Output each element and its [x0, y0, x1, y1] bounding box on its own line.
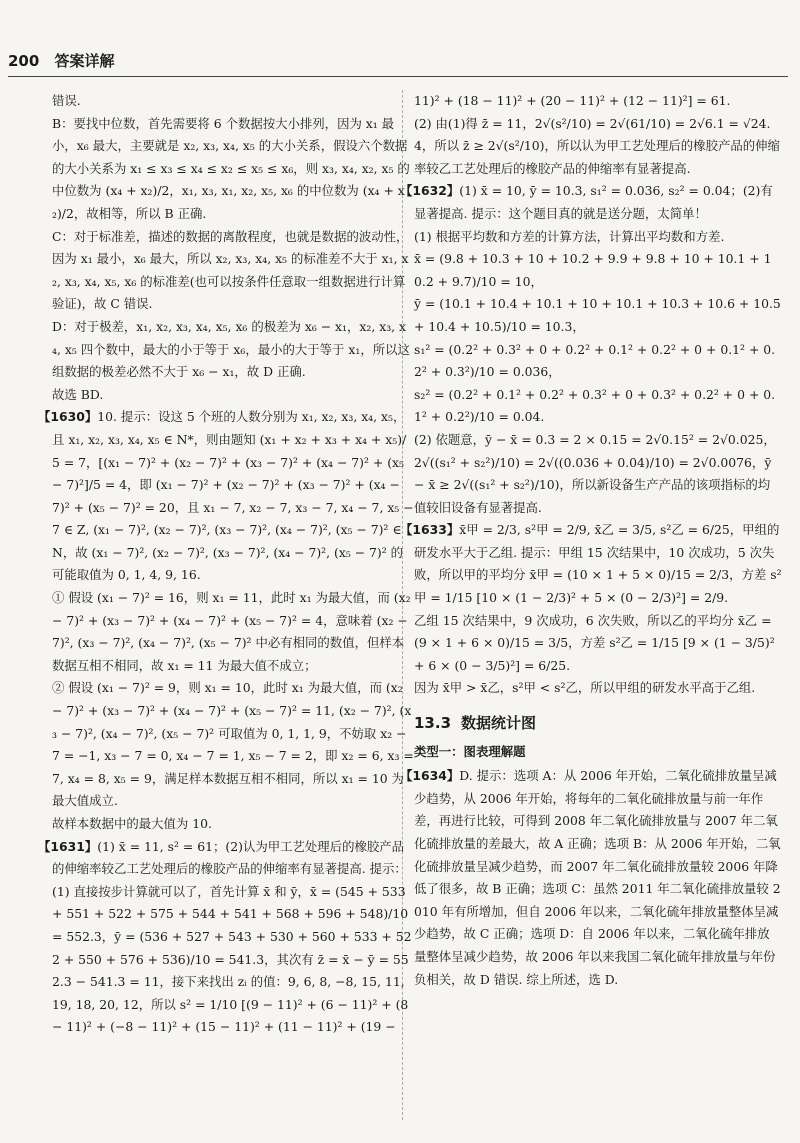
equation-mean-y: ȳ = (10.1 + 10.4 + 10.1 + 10 + 10.1 + 10.3 + 10.6 + 10.5 + 10.4 + 10.5)/10 = 10.3，	[414, 296, 781, 334]
answer-number-1633: 【1633】	[400, 522, 460, 538]
answer-1630-conclusion: 故样本数据中的最大值为 10.	[52, 816, 212, 831]
section-title: 数据统计图	[461, 714, 537, 733]
answer-text-1633: x̄甲 = 2/3, s²甲 = 2/9, x̄乙 = 3/5, s²乙 = 6/25，甲组的研发水平大于乙组. 提示：甲组 15 次结果中，10 次成功，5 次失败，所以甲的平均分 x̄甲 = (10 × 1 + 5 × 0)/15 = 2/3，方差 s²甲 = 1/15 [10 × (1 − 2/3)² + 5 × (0 − 2/3)²] = 2/9.	[414, 522, 782, 606]
question-type-label: 类型一：图表理解题	[414, 743, 526, 759]
answer-1630-case-1: ① 假设 (x₁ − 7)² = 16，则 x₁ = 11，此时 x₁ 为最大值，而 (x₂ − 7)² + (x₃ − 7)² + (x₄ − 7)² + (x₅ − 7)² = 4，意味着 (x₂ − 7)², (x₃ − 7)², (x₄ − 7)², (x₅ − 7)² 中必有相同的数值，但样本数据互相不相同，故 x₁ = 11 为最大值不成立；	[52, 590, 411, 673]
equation-variance-2: s₂² = (0.2² + 0.1² + 0.2² + 0.3² + 0 + 0.3² + 0.2² + 0 + 0.1² + 0.2²)/10 = 0.04.	[414, 386, 776, 425]
answer-1630	[38, 406, 414, 587]
section-heading	[414, 712, 782, 735]
answer-number-1630: 【1630】	[38, 409, 98, 425]
header-rule	[8, 76, 788, 77]
answer-1633	[400, 519, 782, 609]
answer-1633-part-3: 因为 x̄甲 > x̄乙，s²甲 < s²乙，所以甲组的研发水平高于乙组.	[414, 680, 756, 696]
equation-variance-1: s₁² = (0.2² + 0.3² + 0 + 0.2² + 0.1² + 0.2² + 0 + 0.1² + 0.2² + 0.3²)/10 = 0.036，	[414, 341, 776, 380]
answer-1632-step-2: (2) 依题意，ȳ − x̄ = 0.3 = 2 × 0.15 = 2√0.15² = 2√0.025，2√((s₁² + s₂²)/10) = 2√((0.036 + 0.04)/10) = 2√0.0076，ȳ − x̄ ≥ 2√((s₁² + s₂²)/10)，所以新设备生产产品的该项指标的均值较旧设备有显著提高.	[414, 431, 776, 515]
left-column	[38, 90, 414, 1039]
answer-text-1630: 10. 提示：设这 5 个班的人数分别为 x₁, x₂, x₃, x₄, x₅，且 x₁, x₂, x₃, x₄, x₅ ∈ N*，则由题知 (x₁ + x₂ + x₃ + x₄ + x₅)/5 = 7，[(x₁ − 7)² + (x₂ − 7)² + (x₃ − 7)² + (x₄ − 7)² + (x₅ − 7)²]/5 = 4，即 (x₁ − 7)² + (x₂ − 7)² + (x₃ − 7)² + (x₄ − 7)² + (x₅ − 7)² = 20，且 x₁ − 7, x₂ − 7, x₃ − 7, x₄ − 7, x₅ − 7 ∈ Z, (x₁ − 7)², (x₂ − 7)², (x₃ − 7)², (x₄ − 7)², (x₅ − 7)² ∈ N，故 (x₁ − 7)², (x₂ − 7)², (x₃ − 7)², (x₄ − 7)², (x₅ − 7)² 的可能取值为 0, 1, 4, 9, 16.	[52, 409, 414, 583]
answer-text-1634: D. 提示：选项 A：从 2006 年开始，二氧化硫排放量呈减少趋势，从 2006 年开始，将每年的二氧化硫排放量与前一年作差，再进行比较，可得到 2008 年二氧化硫排放量与 2007 年二氧化硫排放量的差最大，故 A 正确；选项 B：从 2006 年开始，二氧化硫排放量呈减少趋势，而 2007 年二氧化硫排放量较 2006 年降低了很多，故 B 正确；选项 C：虽然 2011 年二氧化硫排放量较 2010 年有所增加，但自 2006 年以来，二氧化硫年排放量整体呈减少趋势，故 C 正确；选项 D：自 2006 年以来，二氧化硫年排放量整体呈减少趋势，故 2006 年以来我国二氧化硫年排放量与年份负相关，故 D 错误. 综上所述，选 D.	[414, 768, 781, 987]
answer-1634	[400, 765, 782, 991]
answer-text-1631: (1) x̄ = 11, s² = 61；(2)认为甲工艺处理后的橡胶产品的伸缩率较乙工艺处理后的橡胶产品的伸缩率有显著提高. 提示：(1) 直接按步计算就可以了，首先计算 x̄ 和 ȳ，x̄ = (545 + 533 + 551 + 522 + 575 + 544 + 541 + 568 + 596 + 548)/10 = 552.3，ȳ = (536 + 527 + 543 + 530 + 560 + 533 + 522 + 550 + 576 + 536)/10 = 541.3，其次有 z̄ = x̄ − ȳ = 552.3 − 541.3 = 11，接下来找出 zᵢ 的值：9, 6, 8, −8, 15, 11, 19, 18, 20, 12，所以 s² = 1/10 [(9 − 11)² + (6 − 11)² + (8 − 11)² + (−8 − 11)² + (15 − 11)² + (11 − 11)² + (19 −	[52, 838, 412, 1035]
page-header	[8, 50, 788, 76]
answer-1631-part-2: (2) 由(1)得 z̄ = 11，2√(s²/10) = 2√(61/10) = 2√6.1 = √24.4，所以 z̄ ≥ 2√(s²/10)，所以认为甲工艺处理后的橡胶产品的伸缩率较乙工艺处理后的橡胶产品的伸缩率有显著提高.	[414, 115, 780, 176]
page-running-title: 答案详解	[54, 52, 115, 70]
answer-1633-part-2: 乙组 15 次结果中，9 次成功，6 次失败，所以乙的平均分 x̄乙 = (9 × 1 + 6 × 0)/15 = 3/5，方差 s²乙 = 1/15 [9 × (1 − 3/5)² + 6 × (0 − 3/5)²] = 6/25.	[414, 612, 775, 673]
answer-1630-case-2: ② 假设 (x₁ − 7)² = 9，则 x₁ = 10，此时 x₁ 为最大值，而 (x₂ − 7)² + (x₃ − 7)² + (x₄ − 7)² + (x₅ − 7)² = 11, (x₂ − 7)², (x₃ − 7)², (x₄ − 7)², (x₅ − 7)² 可取值为 0, 1, 1, 9，不妨取 x₂ − 7 = −1, x₃ − 7 = 0, x₄ − 7 = 1, x₅ − 7 = 2，即 x₂ = 6, x₃ = 7, x₄ = 8, x₅ = 9，满足样本数据互相不相同，所以 x₁ = 10 为最大值成立.	[52, 680, 414, 809]
answer-1631-continued: 11)² + (18 − 11)² + (20 − 11)² + (12 − 11)²] = 61.	[414, 93, 731, 108]
answer-number-1631: 【1631】	[38, 838, 98, 854]
answer-1632-step-1: (1) 根据平均数和方差的计算方法，计算出平均数和方差.	[414, 228, 725, 244]
answer-number-1634: 【1634】	[400, 768, 460, 784]
paragraph-option-d: D：对于极差，x₁, x₂, x₃, x₄, x₅, x₆ 的极差为 x₆ − x₁，x₂, x₃, x₄, x₅ 四个数中，最大的小于等于 x₆，最小的大于等于 x₁，所以这组数据的极差必然不大于 x₆ − x₁，故 D 正确.	[52, 318, 410, 380]
answer-1632	[400, 180, 782, 225]
paragraph-error: 错误.	[52, 93, 81, 108]
section-number: 13.3	[414, 714, 452, 733]
paragraph-option-b: B：要找中位数，首先需要将 6 个数据按大小排列，因为 x₁ 最小，x₆ 最大，主要就是 x₂, x₃, x₄, x₅ 的大小关系，假设六个数据的大小关系为 x₁ ≤ x₃ ≤ x₄ ≤ x₂ ≤ x₅ ≤ x₆，则 x₃, x₄, x₂, x₅ 的中位数为 (x₄ + x₂)/2，x₁, x₃, x₁, x₂, x₅, x₆ 的中位数为 (x₄ + x₂)/2，故相等，所以 B 正确.	[52, 115, 410, 221]
answer-1631	[38, 836, 414, 1039]
answer-text-1632: (1) x̄ = 10, ȳ = 10.3, s₁² = 0.036, s₂² = 0.04；(2)有显著提高. 提示：这个题目真的就是送分题，太简单！	[414, 183, 773, 221]
answer-number-1632: 【1632】	[400, 183, 460, 199]
equation-mean-x: x̄ = (9.8 + 10.3 + 10 + 10.2 + 9.9 + 9.8 + 10 + 10.1 + 10.2 + 9.7)/10 = 10，	[414, 251, 772, 289]
paragraph-option-c: C：对于标准差，描述的数据的离散程度，也就是数据的波动性，因为 x₁ 最小，x₆ 最大，所以 x₂, x₃, x₄, x₅ 的标准差不大于 x₁, x₂, x₃, x₄, x₅, x₆ 的标准差(也可以按条件任意取一组数据进行计算验证)，故 C 错误.	[52, 228, 409, 312]
page-number: 200	[8, 52, 40, 70]
right-column	[400, 90, 782, 991]
paragraph-answer-bd: 故选 BD.	[52, 386, 104, 402]
